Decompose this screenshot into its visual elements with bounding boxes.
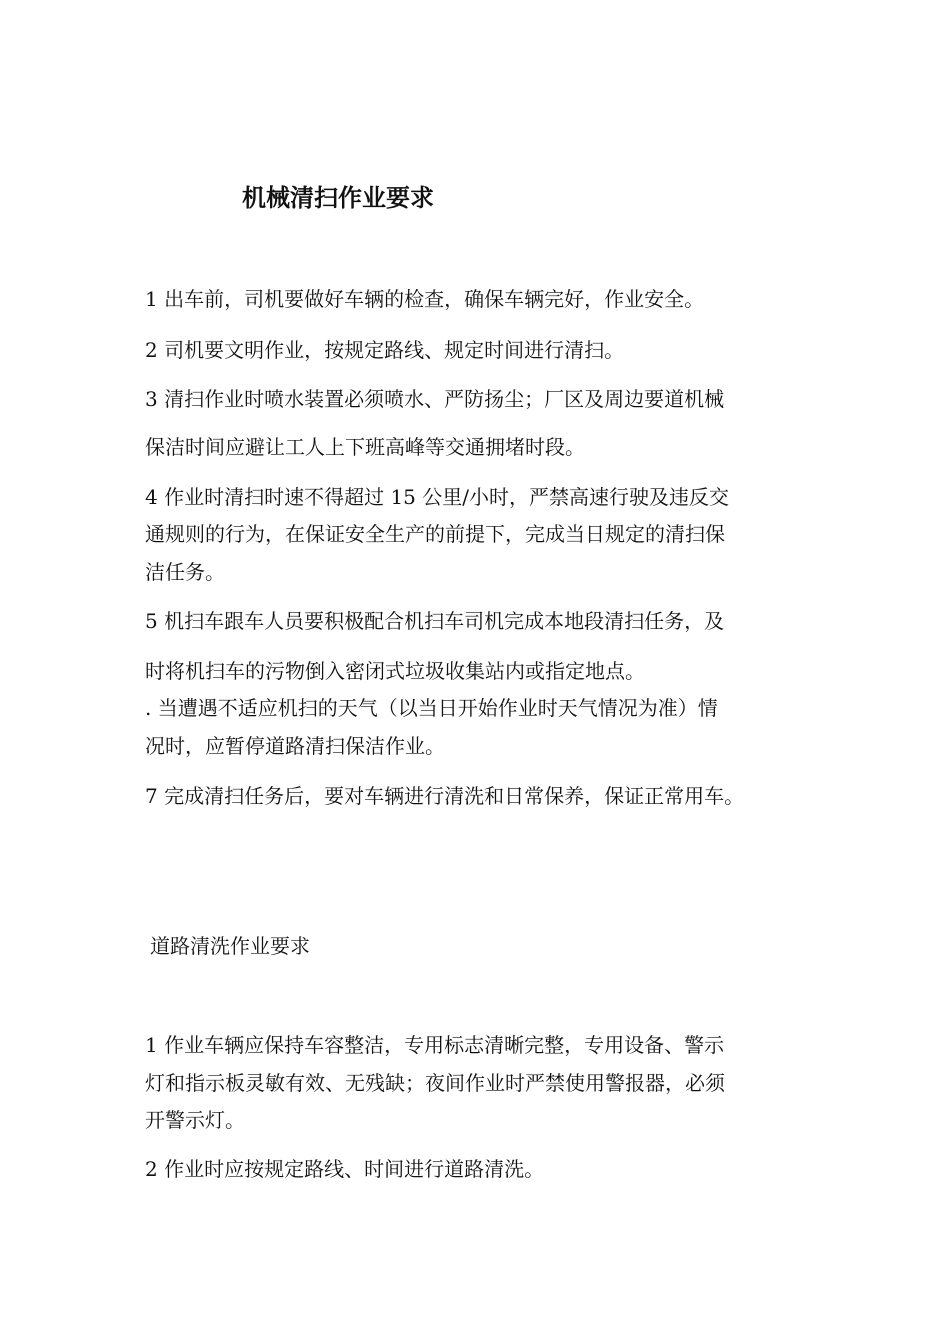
paragraph-line: 1 作业车辆应保持车容整洁，专用标志清晰完整，专用设备、警示 (145, 1033, 725, 1057)
paragraph-line: 况时，应暂停道路清扫保洁作业。 (145, 734, 445, 758)
paragraph-line: 4 作业时清扫时速不得超过 15 公里/小时，严禁高速行驶及违反交 (145, 485, 729, 509)
paragraph-line: 5 机扫车跟车人员要积极配合机扫车司机完成本地段清扫任务，及 (145, 609, 725, 633)
paragraph-line: 开警示灯。 (145, 1108, 245, 1132)
section-title-mechanical-cleaning: 机械清扫作业要求 (242, 183, 434, 212)
paragraph-line: 通规则的行为，在保证安全生产的前提下，完成当日规定的清扫保 (145, 522, 725, 546)
paragraph-line: 时将机扫车的污物倒入密闭式垃圾收集站内或指定地点。 (145, 659, 645, 683)
paragraph-line: 2 司机要文明作业，按规定路线、规定时间进行清扫。 (145, 338, 625, 362)
paragraph-line: 灯和指示板灵敏有效、无残缺；夜间作业时严禁使用警报器，必须 (145, 1071, 725, 1095)
paragraph-line: 2 作业时应按规定路线、时间进行道路清洗。 (145, 1157, 545, 1181)
paragraph-line: 7 完成清扫任务后，要对车辆进行清洗和日常保养，保证正常用车。 (145, 784, 745, 808)
paragraph-line: 3 清扫作业时喷水装置必须喷水、严防扬尘；厂区及周边要道机械 (145, 387, 725, 411)
paragraph-line: . 当遭遇不适应机扫的天气（以当日开始作业时天气情况为准）情 (145, 696, 718, 720)
paragraph-line: 1 出车前，司机要做好车辆的检查，确保车辆完好，作业安全。 (145, 287, 705, 311)
paragraph-line: 洁任务。 (145, 560, 225, 584)
section-title-road-washing: 道路清洗作业要求 (150, 934, 310, 958)
paragraph-line: 保洁时间应避让工人上下班高峰等交通拥堵时段。 (145, 435, 585, 459)
